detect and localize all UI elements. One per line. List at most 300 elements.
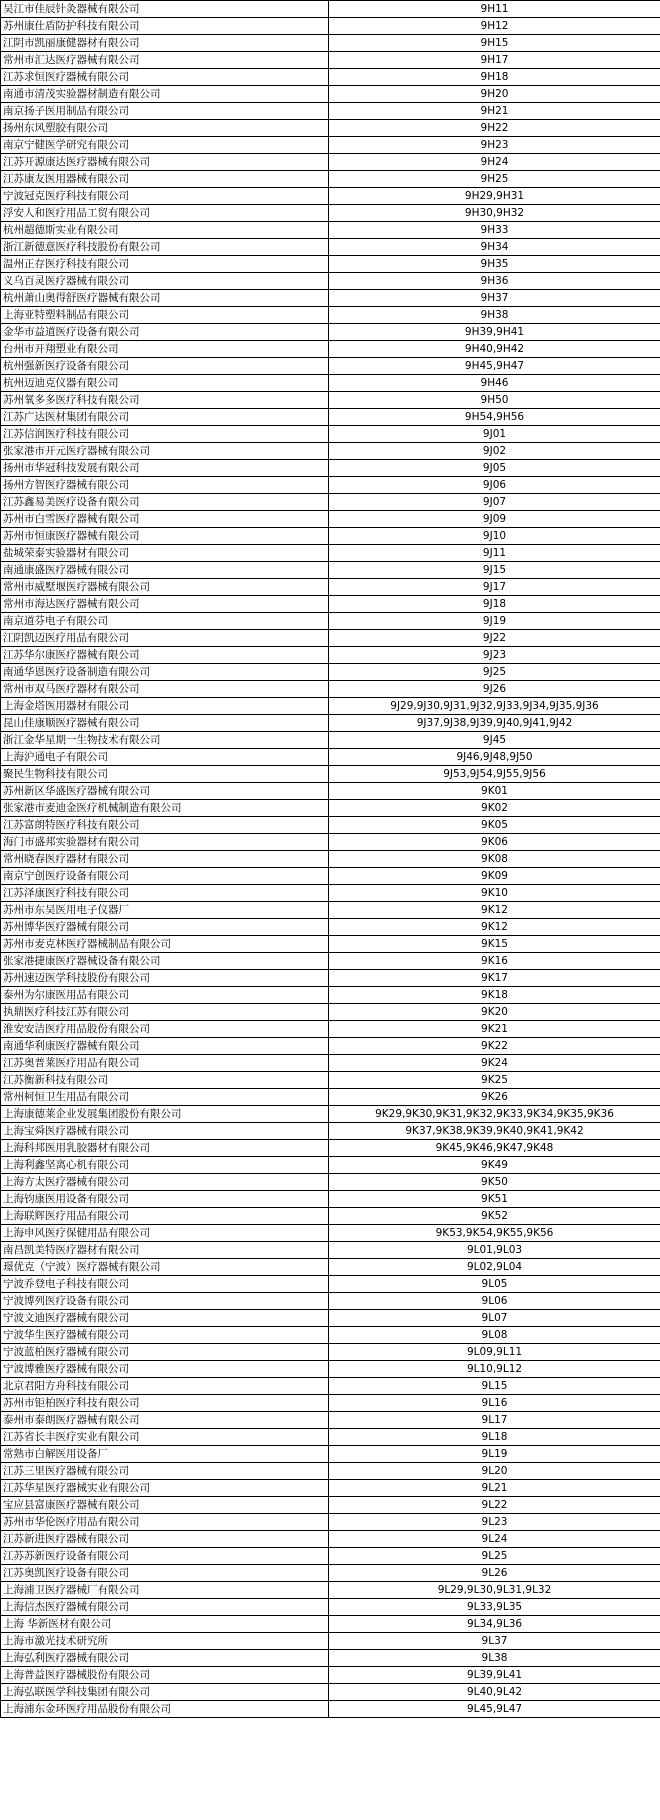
- table-row: [1, 120, 660, 137]
- company-name-cell: 海门市盛邦实验器材有限公司: [1, 834, 329, 851]
- company-name-cell: 南通市清茂实验器材制造有限公司: [1, 86, 329, 103]
- company-name-cell: 宁波博列医疗设备有限公司: [1, 1293, 329, 1310]
- company-name-cell: 苏州速迈医学科技股份有限公司: [1, 970, 329, 987]
- booth-number-cell: 9L07: [329, 1310, 660, 1327]
- company-name-cell: 上海 华新医材有限公司: [1, 1616, 329, 1633]
- booth-number-cell: 9J22: [329, 630, 660, 647]
- booth-number-cell: 9H40,9H42: [329, 341, 660, 358]
- table-row: [1, 256, 660, 273]
- company-name-cell: 张家港市麦迪金医疗机械制造有限公司: [1, 800, 329, 817]
- company-name-cell: 苏州康仕盾防护科技有限公司: [1, 18, 329, 35]
- table-row: [1, 1463, 660, 1480]
- company-name-cell: 上海利鑫坚离心机有限公司: [1, 1157, 329, 1174]
- booth-number-cell: 9L29,9L30,9L31,9L32: [329, 1582, 660, 1599]
- booth-number-cell: 9L18: [329, 1429, 660, 1446]
- company-name-cell: 温州正存医疗科技有限公司: [1, 256, 329, 273]
- company-name-cell: 宁波华生医疗器械有限公司: [1, 1327, 329, 1344]
- company-name-cell: 上海弘利医疗器械有限公司: [1, 1650, 329, 1667]
- company-name-cell: 义乌百灵医疗器械有限公司: [1, 273, 329, 290]
- company-name-cell: 江苏奥凯医疗设备有限公司: [1, 1565, 329, 1582]
- booth-number-cell: 9H30,9H32: [329, 205, 660, 222]
- booth-number-cell: 9K12: [329, 919, 660, 936]
- company-name-cell: 江阴凯迈医疗用品有限公司: [1, 630, 329, 647]
- booth-number-cell: 9L01,9L03: [329, 1242, 660, 1259]
- company-name-cell: 张家港捷康医疗器械设备有限公司: [1, 953, 329, 970]
- table-row: [1, 562, 660, 579]
- company-name-cell: 上海钧康医用设备有限公司: [1, 1191, 329, 1208]
- table-row: [1, 800, 660, 817]
- booth-number-cell: 9L45,9L47: [329, 1701, 660, 1718]
- company-name-cell: 上海金塔医用器材有限公司: [1, 698, 329, 715]
- company-name-cell: 浙江新德意医疗科技股份有限公司: [1, 239, 329, 256]
- booth-number-cell: 9K05: [329, 817, 660, 834]
- booth-number-cell: 9H20: [329, 86, 660, 103]
- table-row: [1, 732, 660, 749]
- company-name-cell: 宁波乔登电子科技有限公司: [1, 1276, 329, 1293]
- booth-number-cell: 9H22: [329, 120, 660, 137]
- table-row: [1, 1242, 660, 1259]
- booth-number-cell: 9K50: [329, 1174, 660, 1191]
- table-row: [1, 851, 660, 868]
- company-name-cell: 江苏信润医疗科技有限公司: [1, 426, 329, 443]
- booth-number-cell: 9J18: [329, 596, 660, 613]
- booth-number-cell: 9L22: [329, 1497, 660, 1514]
- company-name-cell: 江苏衡新科技有限公司: [1, 1072, 329, 1089]
- company-name-cell: 江苏华星医疗器械实业有限公司: [1, 1480, 329, 1497]
- booth-number-cell: 9H29,9H31: [329, 188, 660, 205]
- company-name-cell: 北京君阳方舟科技有限公司: [1, 1378, 329, 1395]
- booth-number-cell: 9L19: [329, 1446, 660, 1463]
- company-name-cell: 常州市汇达医疗器械有限公司: [1, 52, 329, 69]
- booth-number-cell: 9H15: [329, 35, 660, 52]
- table-row: [1, 1480, 660, 1497]
- booth-number-cell: 9L15: [329, 1378, 660, 1395]
- table-row: [1, 154, 660, 171]
- company-name-cell: 杭州超德斯实业有限公司: [1, 222, 329, 239]
- booth-number-cell: 9L34,9L36: [329, 1616, 660, 1633]
- table-row: [1, 1361, 660, 1378]
- booth-number-cell: 9L23: [329, 1514, 660, 1531]
- company-name-cell: 苏州市钜柏医疗科技有限公司: [1, 1395, 329, 1412]
- company-name-cell: 杭州萧山奥得舒医疗器械有限公司: [1, 290, 329, 307]
- booth-number-cell: 9L05: [329, 1276, 660, 1293]
- booth-number-cell: 9K06: [329, 834, 660, 851]
- booth-number-cell: 9H46: [329, 375, 660, 392]
- company-name-cell: 江苏广达医材集团有限公司: [1, 409, 329, 426]
- table-row: [1, 596, 660, 613]
- booth-number-cell: 9H54,9H56: [329, 409, 660, 426]
- table-row: [1, 426, 660, 443]
- table-row: [1, 460, 660, 477]
- booth-number-cell: 9L39,9L41: [329, 1667, 660, 1684]
- company-name-cell: 南京宁健医学研究有限公司: [1, 137, 329, 154]
- company-name-cell: 上海弘联医学科技集团有限公司: [1, 1684, 329, 1701]
- table-row: [1, 681, 660, 698]
- booth-number-cell: 9K52: [329, 1208, 660, 1225]
- table-row: [1, 307, 660, 324]
- company-name-cell: 上海浦卫医疗器械厂有限公司: [1, 1582, 329, 1599]
- table-row: [1, 1616, 660, 1633]
- table-row: [1, 1004, 660, 1021]
- company-name-cell: 上海康德莱企业发展集团股份有限公司: [1, 1106, 329, 1123]
- company-name-cell: 南昌凯美特医疗器材有限公司: [1, 1242, 329, 1259]
- table-row: [1, 1684, 660, 1701]
- company-name-cell: 南京扬子医用制品有限公司: [1, 103, 329, 120]
- company-name-cell: 常熟市白解医用设备厂: [1, 1446, 329, 1463]
- company-name-cell: 苏州市东吴医用电子仪器厂: [1, 902, 329, 919]
- booth-number-cell: 9K20: [329, 1004, 660, 1021]
- table-row: [1, 987, 660, 1004]
- table-row: [1, 528, 660, 545]
- booth-number-cell: 9L10,9L12: [329, 1361, 660, 1378]
- table-row: [1, 1667, 660, 1684]
- booth-number-cell: 9K01: [329, 783, 660, 800]
- table-row: [1, 698, 660, 715]
- company-name-cell: 苏州市白雪医疗器械有限公司: [1, 511, 329, 528]
- booth-number-cell: 9J26: [329, 681, 660, 698]
- table-row: [1, 1276, 660, 1293]
- table-row: [1, 545, 660, 562]
- table-row: [1, 273, 660, 290]
- company-name-cell: 宁波博雅医疗器械有限公司: [1, 1361, 329, 1378]
- booth-number-cell: 9K17: [329, 970, 660, 987]
- company-name-cell: 苏州市华伦医疗用品有限公司: [1, 1514, 329, 1531]
- table-row: [1, 171, 660, 188]
- booth-number-cell: 9H33: [329, 222, 660, 239]
- table-row: [1, 1565, 660, 1582]
- table-row: [1, 749, 660, 766]
- booth-number-cell: 9J46,9J48,9J50: [329, 749, 660, 766]
- table-row: [1, 1514, 660, 1531]
- company-name-cell: 泰州为尔康医用品有限公司: [1, 987, 329, 1004]
- table-row: [1, 477, 660, 494]
- booth-number-cell: 9J53,9J54,9J55,9J56: [329, 766, 660, 783]
- booth-number-cell: 9J15: [329, 562, 660, 579]
- booth-number-cell: 9J02: [329, 443, 660, 460]
- table-row: [1, 1021, 660, 1038]
- table-row: [1, 1259, 660, 1276]
- company-name-cell: 常州柯恒卫生用品有限公司: [1, 1089, 329, 1106]
- table-row: [1, 137, 660, 154]
- company-name-cell: 江苏泽康医疗科技有限公司: [1, 885, 329, 902]
- booth-number-cell: 9L38: [329, 1650, 660, 1667]
- booth-number-cell: 9K21: [329, 1021, 660, 1038]
- table-row: [1, 1038, 660, 1055]
- booth-number-cell: 9K24: [329, 1055, 660, 1072]
- table-row: [1, 1582, 660, 1599]
- company-name-cell: 上海方太医疗器械有限公司: [1, 1174, 329, 1191]
- company-name-cell: 上海市激光技术研究所: [1, 1633, 329, 1650]
- booth-number-cell: 9K16: [329, 953, 660, 970]
- company-name-cell: 南京宁创医疗设备有限公司: [1, 868, 329, 885]
- booth-number-cell: 9H18: [329, 69, 660, 86]
- company-name-cell: 南通康盛医疗器械有限公司: [1, 562, 329, 579]
- company-name-cell: 浮安人和医疗用品工贸有限公司: [1, 205, 329, 222]
- booth-number-cell: 9L24: [329, 1531, 660, 1548]
- company-name-cell: 泰州市泰朗医疗器械有限公司: [1, 1412, 329, 1429]
- booth-number-cell: 9K51: [329, 1191, 660, 1208]
- booth-number-cell: 9H37: [329, 290, 660, 307]
- table-row: [1, 885, 660, 902]
- company-name-cell: 南通华恩医疗设备制造有限公司: [1, 664, 329, 681]
- booth-number-cell: 9J29,9J30,9J31,9J32,9J33,9J34,9J35,9J36: [329, 698, 660, 715]
- table-row: [1, 1633, 660, 1650]
- company-name-cell: 常州市海达医疗器械有限公司: [1, 596, 329, 613]
- booth-number-cell: 9J10: [329, 528, 660, 545]
- booth-number-cell: 9K10: [329, 885, 660, 902]
- company-name-cell: 浙江金华星期一生物技术有限公司: [1, 732, 329, 749]
- table-row: [1, 494, 660, 511]
- table-row: [1, 919, 660, 936]
- company-name-cell: 苏州市麦克林医疗器械制品有限公司: [1, 936, 329, 953]
- booth-number-cell: 9H50: [329, 392, 660, 409]
- table-row: [1, 103, 660, 120]
- table-row: [1, 1140, 660, 1157]
- company-name-cell: 江苏开源康达医疗器械有限公司: [1, 154, 329, 171]
- table-row: [1, 222, 660, 239]
- table-row: [1, 1106, 660, 1123]
- booth-number-cell: 9H45,9H47: [329, 358, 660, 375]
- company-name-cell: 张家港市开元医疗器械有限公司: [1, 443, 329, 460]
- booth-number-cell: 9K37,9K38,9K39,9K40,9K41,9K42: [329, 1123, 660, 1140]
- booth-number-cell: 9H17: [329, 52, 660, 69]
- booth-number-cell: 9L16: [329, 1395, 660, 1412]
- table-row: [1, 1157, 660, 1174]
- company-name-cell: 昆山佳康顺医疗器械有限公司: [1, 715, 329, 732]
- table-row: [1, 392, 660, 409]
- booth-number-cell: 9J01: [329, 426, 660, 443]
- booth-number-cell: 9L21: [329, 1480, 660, 1497]
- table-row: [1, 783, 660, 800]
- table-row: [1, 1599, 660, 1616]
- table-row: [1, 1123, 660, 1140]
- table-row: [1, 1344, 660, 1361]
- booth-number-cell: 9J06: [329, 477, 660, 494]
- company-name-cell: 台州市开翔塑业有限公司: [1, 341, 329, 358]
- booth-number-cell: 9H38: [329, 307, 660, 324]
- booth-number-cell: 9L08: [329, 1327, 660, 1344]
- company-name-cell: 常州市威墅堰医疗器械有限公司: [1, 579, 329, 596]
- table-row: [1, 443, 660, 460]
- table-row: [1, 1429, 660, 1446]
- table-row: [1, 1055, 660, 1072]
- table-row: [1, 1225, 660, 1242]
- table-row: [1, 1327, 660, 1344]
- booth-number-cell: 9J25: [329, 664, 660, 681]
- table-row: [1, 970, 660, 987]
- table-row: [1, 613, 660, 630]
- table-row: [1, 69, 660, 86]
- company-name-cell: 江阴市凯丽康健器材有限公司: [1, 35, 329, 52]
- company-name-cell: 执鼎医疗科技江苏有限公司: [1, 1004, 329, 1021]
- table-row: [1, 1378, 660, 1395]
- booth-number-cell: 9H25: [329, 171, 660, 188]
- booth-number-cell: 9J11: [329, 545, 660, 562]
- company-name-cell: 江苏省长丰医疗实业有限公司: [1, 1429, 329, 1446]
- booth-number-cell: 9K22: [329, 1038, 660, 1055]
- booth-number-cell: 9K29,9K30,9K31,9K32,9K33,9K34,9K35,9K36: [329, 1106, 660, 1123]
- table-row: [1, 1072, 660, 1089]
- company-name-cell: 江苏苏新医疗设备有限公司: [1, 1548, 329, 1565]
- booth-number-cell: 9K25: [329, 1072, 660, 1089]
- table-row: [1, 205, 660, 222]
- company-name-cell: 上海科邦医用乳胶器材有限公司: [1, 1140, 329, 1157]
- table-row: [1, 1497, 660, 1514]
- table-row: [1, 664, 660, 681]
- company-name-cell: 杭州强新医疗设备有限公司: [1, 358, 329, 375]
- company-name-cell: 宁波蓝柏医疗器械有限公司: [1, 1344, 329, 1361]
- table-row: [1, 375, 660, 392]
- company-name-cell: 苏州博华医疗器械有限公司: [1, 919, 329, 936]
- table-row: [1, 35, 660, 52]
- company-name-cell: 江苏鑫易美医疗设备有限公司: [1, 494, 329, 511]
- table-row: [1, 953, 660, 970]
- booth-number-cell: 9K02: [329, 800, 660, 817]
- company-name-cell: 淮安安洁医疗用品股份有限公司: [1, 1021, 329, 1038]
- booth-number-cell: 9H34: [329, 239, 660, 256]
- booth-number-cell: 9K08: [329, 851, 660, 868]
- company-name-cell: 南京道芬电子有限公司: [1, 613, 329, 630]
- booth-number-cell: 9L33,9L35: [329, 1599, 660, 1616]
- company-name-cell: 扬州方智医疗器械有限公司: [1, 477, 329, 494]
- table-row: [1, 358, 660, 375]
- booth-number-cell: 9L40,9L42: [329, 1684, 660, 1701]
- booth-number-cell: 9L20: [329, 1463, 660, 1480]
- table-row: [1, 52, 660, 69]
- company-name-cell: 江苏奥普莱医疗用品有限公司: [1, 1055, 329, 1072]
- company-name-cell: 宁波冠克医疗科技有限公司: [1, 188, 329, 205]
- company-name-cell: 常州市双马医疗器材有限公司: [1, 681, 329, 698]
- booth-number-cell: 9K53,9K54,9K55,9K56: [329, 1225, 660, 1242]
- company-name-cell: 苏州新区华盛医疗器械有限公司: [1, 783, 329, 800]
- table-row: [1, 902, 660, 919]
- booth-number-cell: 9K09: [329, 868, 660, 885]
- table-row: [1, 1191, 660, 1208]
- booth-number-cell: 9K45,9K46,9K47,9K48: [329, 1140, 660, 1157]
- table-row: [1, 868, 660, 885]
- booth-number-cell: 9K12: [329, 902, 660, 919]
- company-name-cell: 江苏华尔康医疗器械有限公司: [1, 647, 329, 664]
- table-row: [1, 936, 660, 953]
- company-name-cell: 江苏新进医疗器械有限公司: [1, 1531, 329, 1548]
- table-row: [1, 188, 660, 205]
- company-name-cell: 盐城荣泰实验器材有限公司: [1, 545, 329, 562]
- booth-number-cell: 9H35: [329, 256, 660, 273]
- booth-number-cell: 9K15: [329, 936, 660, 953]
- booth-number-cell: 9J05: [329, 460, 660, 477]
- table-row: [1, 834, 660, 851]
- booth-number-cell: 9H11: [329, 1, 660, 18]
- company-name-cell: 苏州氧多多医疗科技有限公司: [1, 392, 329, 409]
- company-name-cell: 上海申风医疗保健用品有限公司: [1, 1225, 329, 1242]
- booth-number-cell: 9J09: [329, 511, 660, 528]
- table-row: [1, 1310, 660, 1327]
- table-row: [1, 409, 660, 426]
- table-row: [1, 511, 660, 528]
- company-name-cell: 杭州迈迪克仪器有限公司: [1, 375, 329, 392]
- table-row: [1, 817, 660, 834]
- table-row: [1, 647, 660, 664]
- booth-number-cell: 9L17: [329, 1412, 660, 1429]
- company-name-cell: 上海宝舜医疗器械有限公司: [1, 1123, 329, 1140]
- company-name-cell: 常州晓春医疗器材有限公司: [1, 851, 329, 868]
- company-name-cell: 江苏富朗特医疗科技有限公司: [1, 817, 329, 834]
- booth-number-cell: 9L25: [329, 1548, 660, 1565]
- booth-number-cell: 9H36: [329, 273, 660, 290]
- booth-number-cell: 9L09,9L11: [329, 1344, 660, 1361]
- exhibitor-table-body: [1, 1, 660, 1718]
- table-row: [1, 324, 660, 341]
- company-name-cell: 南通华利康医疗器械有限公司: [1, 1038, 329, 1055]
- company-name-cell: 上海沪通电子有限公司: [1, 749, 329, 766]
- booth-number-cell: 9H39,9H41: [329, 324, 660, 341]
- table-row: [1, 1, 660, 18]
- table-row: [1, 579, 660, 596]
- table-row: [1, 766, 660, 783]
- table-row: [1, 1531, 660, 1548]
- table-row: [1, 1089, 660, 1106]
- company-name-cell: 上海浦东金环医疗用品股份有限公司: [1, 1701, 329, 1718]
- table-row: [1, 1208, 660, 1225]
- table-row: [1, 1650, 660, 1667]
- booth-number-cell: 9H21: [329, 103, 660, 120]
- table-row: [1, 1701, 660, 1718]
- table-row: [1, 1548, 660, 1565]
- booth-number-cell: 9L37: [329, 1633, 660, 1650]
- company-name-cell: 苏州市恒康医疗器械有限公司: [1, 528, 329, 545]
- table-row: [1, 86, 660, 103]
- company-name-cell: 宁波文迪医疗器械有限公司: [1, 1310, 329, 1327]
- company-name-cell: 上海信杰医疗器械有限公司: [1, 1599, 329, 1616]
- company-name-cell: 吴江市佳辰针灸器械有限公司: [1, 1, 329, 18]
- table-row: [1, 1293, 660, 1310]
- company-name-cell: 聚民生物科技有限公司: [1, 766, 329, 783]
- booth-number-cell: 9L26: [329, 1565, 660, 1582]
- booth-number-cell: 9L06: [329, 1293, 660, 1310]
- company-name-cell: 上海联辉医疗用品有限公司: [1, 1208, 329, 1225]
- booth-number-cell: 9J19: [329, 613, 660, 630]
- booth-number-cell: 9J45: [329, 732, 660, 749]
- booth-number-cell: 9H24: [329, 154, 660, 171]
- booth-number-cell: 9J07: [329, 494, 660, 511]
- company-name-cell: 江苏三里医疗器械有限公司: [1, 1463, 329, 1480]
- booth-number-cell: 9J37,9J38,9J39,9J40,9J41,9J42: [329, 715, 660, 732]
- company-name-cell: 璟优克（宁波）医疗器械有限公司: [1, 1259, 329, 1276]
- company-name-cell: 江苏康友医用器械有限公司: [1, 171, 329, 188]
- table-row: [1, 1446, 660, 1463]
- table-row: [1, 18, 660, 35]
- booth-number-cell: 9H23: [329, 137, 660, 154]
- booth-number-cell: 9J17: [329, 579, 660, 596]
- company-name-cell: 金华市益道医疗设备有限公司: [1, 324, 329, 341]
- table-row: [1, 630, 660, 647]
- booth-number-cell: 9K26: [329, 1089, 660, 1106]
- booth-number-cell: 9K49: [329, 1157, 660, 1174]
- booth-number-cell: 9K18: [329, 987, 660, 1004]
- booth-number-cell: 9H12: [329, 18, 660, 35]
- company-name-cell: 扬州东风塑胶有限公司: [1, 120, 329, 137]
- table-row: [1, 715, 660, 732]
- company-name-cell: 扬州市华冠科技发展有限公司: [1, 460, 329, 477]
- company-name-cell: 江苏求恒医疗器械有限公司: [1, 69, 329, 86]
- table-row: [1, 1395, 660, 1412]
- table-row: [1, 239, 660, 256]
- booth-number-cell: 9J23: [329, 647, 660, 664]
- table-row: [1, 1412, 660, 1429]
- company-name-cell: 上海普益医疗器械股份有限公司: [1, 1667, 329, 1684]
- table-row: [1, 341, 660, 358]
- booth-number-cell: 9L02,9L04: [329, 1259, 660, 1276]
